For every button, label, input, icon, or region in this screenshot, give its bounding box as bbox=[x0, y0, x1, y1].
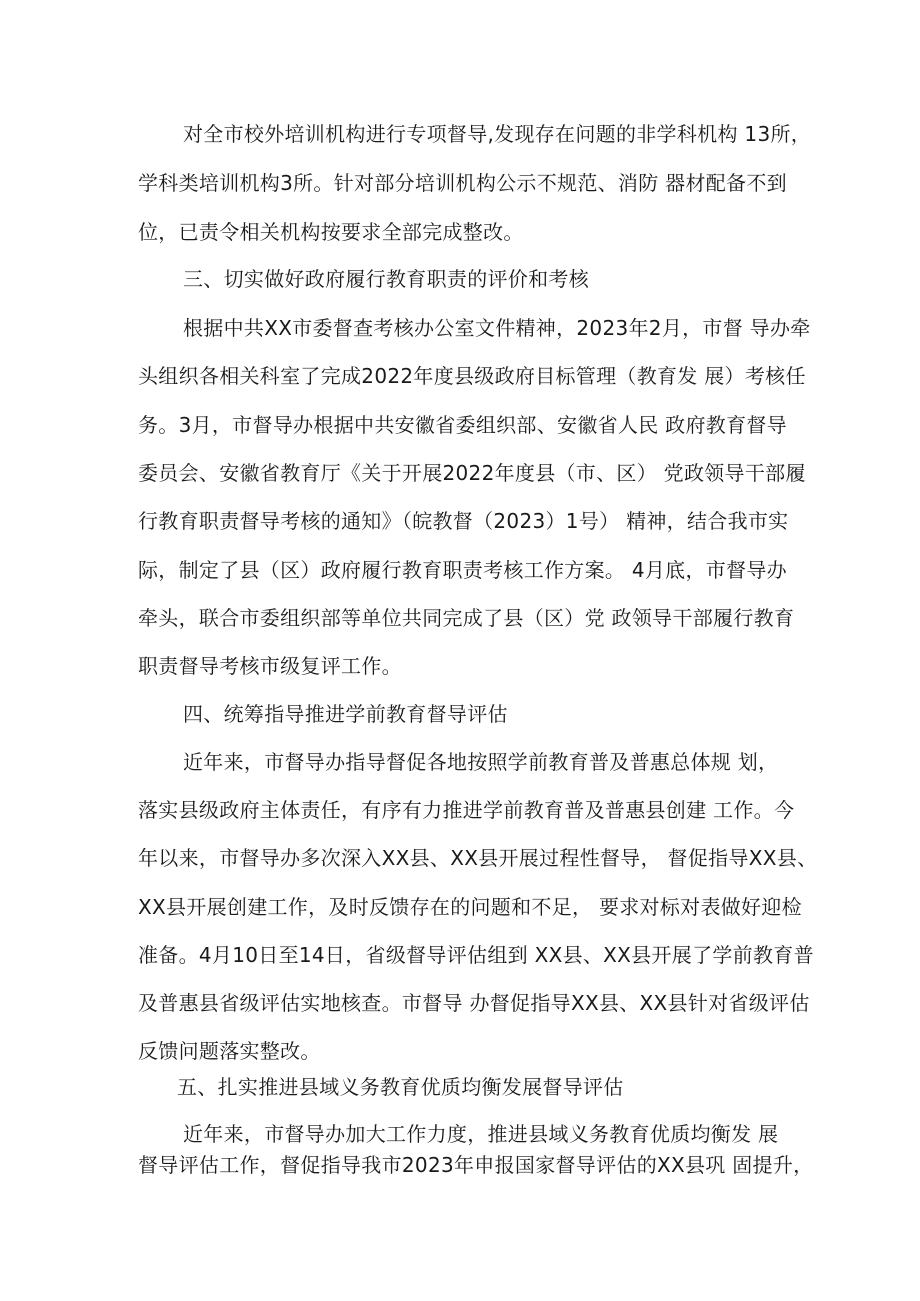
paragraph-3-line-7: 反馈问题落实整改。 bbox=[138, 1039, 321, 1063]
paragraph-2-line-2: 头组织各相关科室了完成2022年度县级政府目标管理（教育发 展）考核任 bbox=[138, 364, 806, 388]
paragraph-1-line-1: 对全市校外培训机构进行专项督导,发现存在问题的非学科机构 13所， bbox=[183, 122, 812, 146]
paragraph-2-line-8: 职责督导考核市级复评工作。 bbox=[138, 654, 402, 678]
paragraph-3-line-4: XX县开展创建工作，及时反馈存在的问题和不足， 要求对标对表做好迎检 bbox=[138, 895, 802, 919]
paragraph-3-line-1: 近年来，市督导办指导督促各地按照学前教育普及普惠总体规 划， bbox=[183, 750, 779, 774]
paragraph-2-line-6: 际，制定了县（区）政府履行教育职责考核工作方案。 4月底，市督导办 bbox=[138, 558, 787, 582]
paragraph-2-line-7: 牵头，联合市委组织部等单位共同完成了县（区）党 政领导干部履行教育 bbox=[138, 606, 795, 630]
paragraph-1-line-2: 学科类培训机构3所。针对部分培训机构公示不规范、消防 器材配备不到 bbox=[138, 171, 787, 195]
paragraph-3-line-3: 年以来，市督导办多次深入XX县、XX县开展过程性督导， 督促指导XX县、 bbox=[138, 846, 818, 870]
paragraph-4-line-2: 督导评估工作，督促指导我市2023年申报国家督导评估的XX县巩 固提升， bbox=[138, 1153, 814, 1177]
paragraph-3-line-5: 准备。4月10日至14日，省级督导评估组到 XX县、XX县开展了学前教育普 bbox=[138, 943, 814, 967]
paragraph-4-line-1: 近年来，市督导办加大工作力度，推进县域义务教育优质均衡发 展 bbox=[183, 1122, 779, 1146]
section-heading-3: 三、切实做好政府履行教育职责的评价和考核 bbox=[183, 267, 589, 291]
section-heading-4: 四、统筹指导推进学前教育督导评估 bbox=[183, 702, 508, 726]
paragraph-2-line-4: 委员会、安徽省教育厅《关于开展2022年度县（市、区） 党政领导干部履 bbox=[138, 461, 806, 485]
paragraph-2-line-5: 行教育职责督导考核的通知》（皖教督（2023）1号） 精神，结合我市实 bbox=[138, 509, 789, 533]
paragraph-1-line-3: 位，已责令相关机构按要求全部完成整改。 bbox=[138, 220, 524, 244]
paragraph-2-line-1: 根据中共XX市委督查考核办公室文件精神，2023年2月，市督 导办牵 bbox=[183, 316, 811, 340]
paragraph-3-line-2: 落实县级政府主体责任，有序有力推进学前教育普及普惠县创建 工作。今 bbox=[138, 798, 795, 822]
section-heading-5: 五、扎实推进县域义务教育优质均衡发展督导评估 bbox=[177, 1075, 624, 1099]
paragraph-3-line-6: 及普惠县省级评估实地核查。市督导 办督促指导XX县、XX县针对省级评估 bbox=[138, 991, 810, 1015]
paragraph-2-line-3: 务。3月，市督导办根据中共安徽省委组织部、安徽省人民 政府教育督导 bbox=[138, 413, 787, 437]
